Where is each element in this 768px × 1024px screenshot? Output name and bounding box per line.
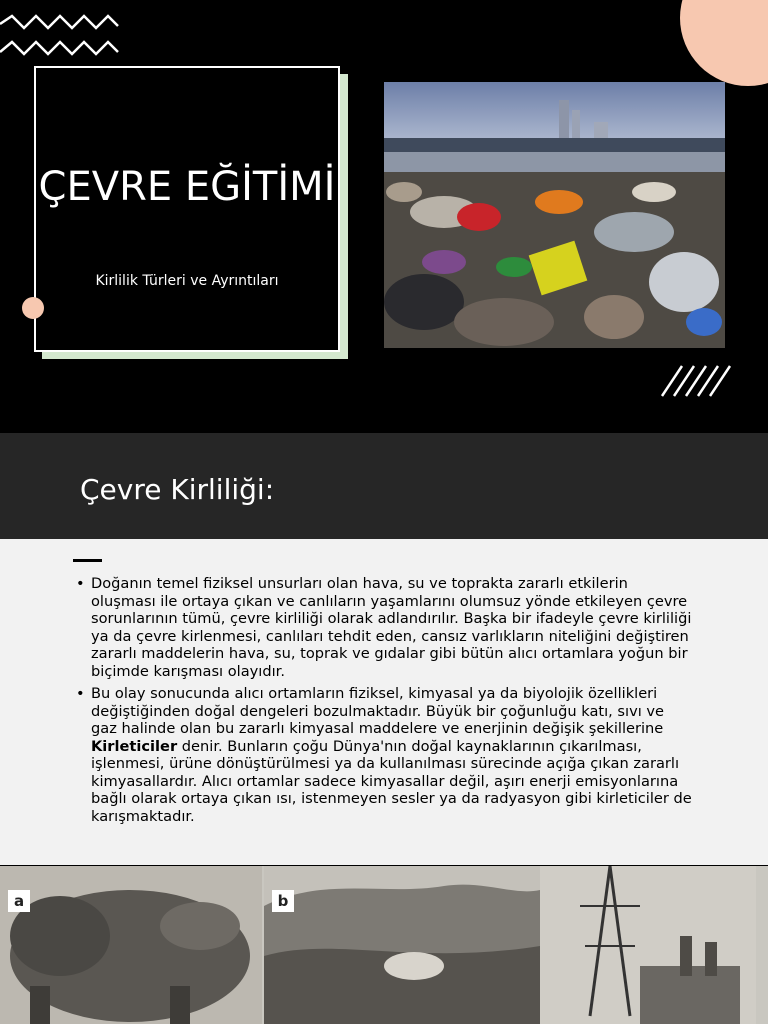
slide-title: ÇEVRE EĞİTİMİ bbox=[38, 164, 336, 210]
bullet-item bbox=[74, 685, 694, 825]
bullet-text-end: denir. Bunların çoğu Dünya'nın doğal kaynaklarının çıkarılması, işlenmesi, ürüne dönüştürülmesi ya da kullanılması sürecinde açığa çıkan zararlı kimyasallardır. Alıcı ortamlar sadece kimyasallar değil, aşırı enerji emisyonlarına bağlı olarak ortaya çıkan ısı, istenmeyen sesler ya da radyasyon gibi kirleticiler de karışmaktadır. bbox=[91, 737, 692, 825]
slash-lines-decoration-icon bbox=[660, 364, 732, 398]
header-band bbox=[0, 433, 768, 539]
bullet-text-start: Bu olay sonucunda alıcı ortamların fiziksel, kimyasal ya da biyolojik özellikleri değiştiğinden doğal dengeleri bozulmaktadır. Büyük bir çoğunluğu katı, sıvı ve gaz halinde olan bu zararlı kimyasal maddelere ve enerjinin değişik şekillerine bbox=[91, 685, 665, 737]
bullet-item bbox=[74, 575, 694, 680]
polluted-shoreline-photo bbox=[384, 82, 725, 348]
photo-panel-a bbox=[0, 866, 262, 1024]
accent-dash bbox=[73, 559, 102, 562]
slide-subtitle: Kirlilik Türleri ve Ayrıntıları bbox=[95, 273, 279, 289]
zigzag-decoration-icon bbox=[0, 12, 120, 60]
peach-circle-decoration bbox=[680, 0, 768, 86]
photo-panel-b bbox=[264, 866, 540, 1024]
image-slide bbox=[0, 866, 768, 1024]
bullet-bold-term: Kirleticiler bbox=[91, 737, 178, 755]
title-box bbox=[34, 66, 340, 352]
content-slide bbox=[0, 433, 768, 865]
panel-label-b: b bbox=[272, 890, 294, 912]
photo-panel-c bbox=[540, 866, 756, 1024]
bullet-text: Doğanın temel fiziksel unsurları olan hava, su ve toprakta zararlı etkilerin oluşması ile ortaya çıkan ve canlıların yaşamlarını olumsuz yönde etkileyen çevre sorunlarının tümü, çevre kirliliği olarak adlandırılır. Başka bir ifadeyle çevre kirliliği ya da çevre kirlenmesi, canlıları tehdit eden, cansız varlıkların niteliğini değiştiren zararlı maddelerin hava, su, toprak ve gıdalar gibi bütün alıcı ortamlara yoğun bir biçimde karışması olayıdır. bbox=[91, 575, 692, 680]
bullet-list bbox=[74, 575, 694, 830]
peach-dot-decoration bbox=[22, 297, 44, 319]
slide-heading: Çevre Kirliliği: bbox=[80, 473, 275, 506]
title-slide bbox=[0, 0, 768, 432]
panel-label-a: a bbox=[8, 890, 30, 912]
